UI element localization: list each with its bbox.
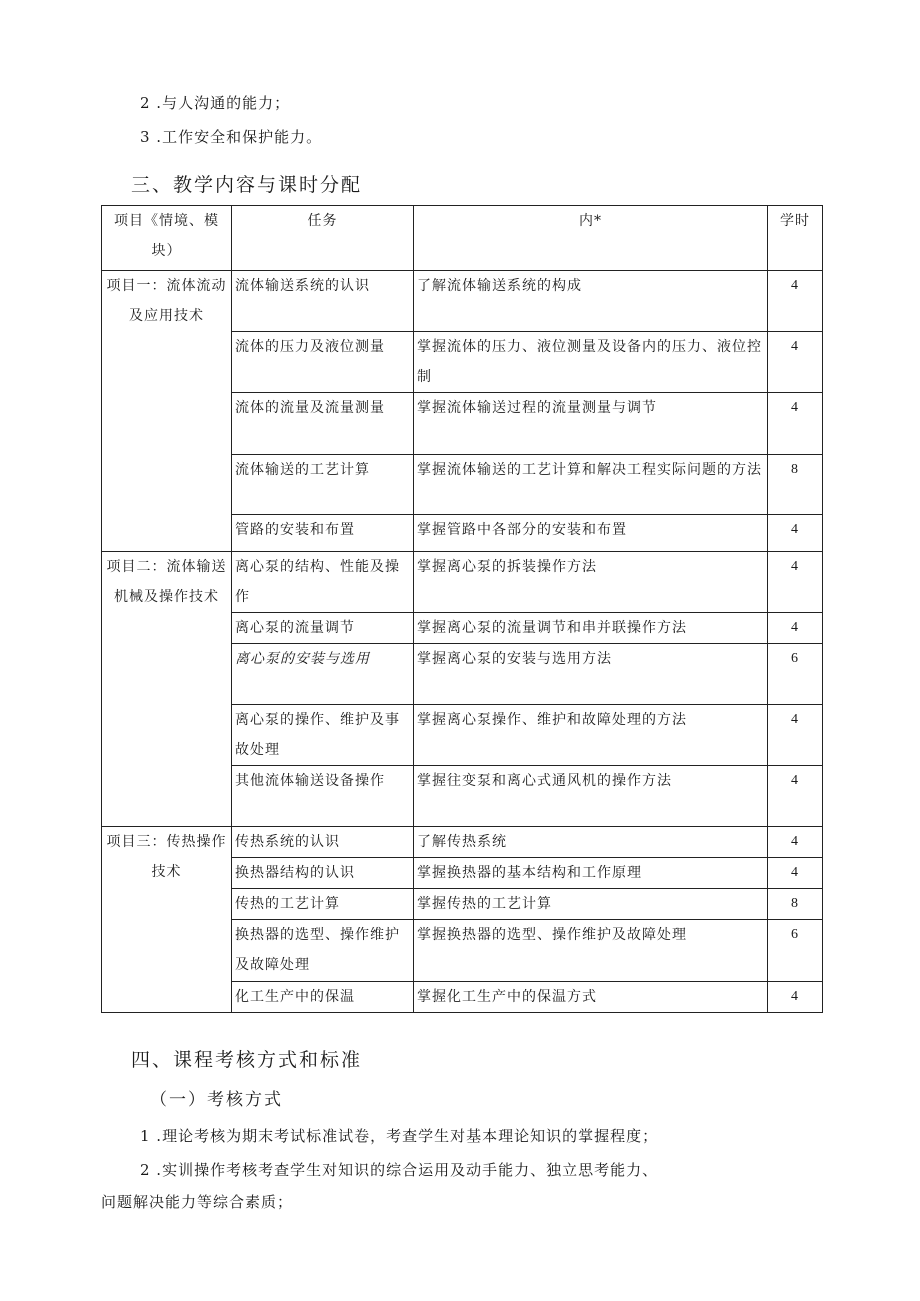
- content-cell: 掌握流体输送的工艺计算和解决工程实际问题的方法: [414, 455, 768, 515]
- header-hours: 学时: [768, 206, 823, 271]
- task-cell: 换热器的选型、操作维护及故障处理: [232, 920, 414, 982]
- hours-cell: 4: [768, 271, 823, 332]
- list-item-practical-exam: 2 .实训操作考核考查学生对知识的综合运用及动手能力、独立思考能力、: [140, 1161, 659, 1179]
- list-item-safety: 3 .工作安全和保护能力。: [140, 128, 323, 146]
- hours-cell: 6: [768, 920, 823, 982]
- content-cell: 掌握离心泵的拆装操作方法: [414, 552, 768, 613]
- section-heading-teaching-content: 三、教学内容与课时分配: [131, 174, 363, 196]
- task-cell: 离心泵的结构、性能及操作: [232, 552, 414, 613]
- task-cell: 流体输送系统的认识: [232, 271, 414, 332]
- list-item-practical-exam-cont: 问题解决能力等综合素质；: [101, 1193, 294, 1211]
- hours-cell: 4: [768, 858, 823, 889]
- course-hours-table: [101, 205, 823, 1013]
- project-cell: 项目三：传热操作技术: [102, 827, 232, 1013]
- table-row: [102, 552, 823, 613]
- content-cell: 掌握化工生产中的保温方式: [414, 982, 768, 1013]
- hours-cell: 4: [768, 613, 823, 644]
- hours-cell: 4: [768, 332, 823, 393]
- hours-cell: 4: [768, 705, 823, 766]
- task-cell: 离心泵的流量调节: [232, 613, 414, 644]
- table-header-row: [102, 206, 823, 271]
- table-row: [102, 271, 823, 332]
- header-project: 项目《情境、模块）: [102, 206, 232, 271]
- list-item-theory-exam: 1 .理论考核为期末考试标准试卷，考查学生对基本理论知识的掌握程度；: [140, 1127, 659, 1145]
- hours-cell: 6: [768, 644, 823, 705]
- content-cell: 掌握往变泵和离心式通风机的操作方法: [414, 766, 768, 827]
- subheading-assessment-method: （一）考核方式: [150, 1090, 283, 1110]
- content-cell: 掌握换热器的选型、操作维护及故障处理: [414, 920, 768, 982]
- task-cell: 换热器结构的认识: [232, 858, 414, 889]
- hours-cell: 4: [768, 827, 823, 858]
- content-cell: 掌握换热器的基本结构和工作原理: [414, 858, 768, 889]
- project-cell: 项目二：流体输送机械及操作技术: [102, 552, 232, 827]
- content-cell: 掌握离心泵的流量调节和串并联操作方法: [414, 613, 768, 644]
- header-task: 任务: [232, 206, 414, 271]
- content-cell: 掌握离心泵的安装与选用方法: [414, 644, 768, 705]
- task-cell: 化工生产中的保温: [232, 982, 414, 1013]
- content-cell: 掌握管路中各部分的安装和布置: [414, 515, 768, 552]
- project-cell: 项目一：流体流动及应用技术: [102, 271, 232, 552]
- hours-cell: 8: [768, 455, 823, 515]
- content-cell: 了解流体输送系统的构成: [414, 271, 768, 332]
- hours-cell: 4: [768, 552, 823, 613]
- content-cell: 了解传热系统: [414, 827, 768, 858]
- hours-cell: 8: [768, 889, 823, 920]
- content-cell: 掌握传热的工艺计算: [414, 889, 768, 920]
- hours-cell: 4: [768, 766, 823, 827]
- section-heading-assessment: 四、课程考核方式和标准: [131, 1049, 363, 1071]
- content-cell: 掌握流体输送过程的流量测量与调节: [414, 393, 768, 455]
- task-cell: 流体输送的工艺计算: [232, 455, 414, 515]
- content-cell: 掌握离心泵操作、维护和故障处理的方法: [414, 705, 768, 766]
- hours-cell: 4: [768, 515, 823, 552]
- header-content: 内*: [414, 206, 768, 271]
- task-cell: 其他流体输送设备操作: [232, 766, 414, 827]
- list-item-communication: 2 .与人沟通的能力；: [140, 94, 291, 112]
- task-cell: 流体的流量及流量测量: [232, 393, 414, 455]
- task-cell: 传热的工艺计算: [232, 889, 414, 920]
- hours-cell: 4: [768, 982, 823, 1013]
- content-cell: 掌握流体的压力、液位测量及设备内的压力、液位控制: [414, 332, 768, 393]
- task-cell: 离心泵的操作、维护及事故处理: [232, 705, 414, 766]
- task-cell: 流体的压力及液位测量: [232, 332, 414, 393]
- table-row: [102, 827, 823, 858]
- hours-cell: 4: [768, 393, 823, 455]
- task-cell: 传热系统的认识: [232, 827, 414, 858]
- task-cell: 离心泵的安装与选用: [232, 644, 414, 705]
- task-cell: 管路的安装和布置: [232, 515, 414, 552]
